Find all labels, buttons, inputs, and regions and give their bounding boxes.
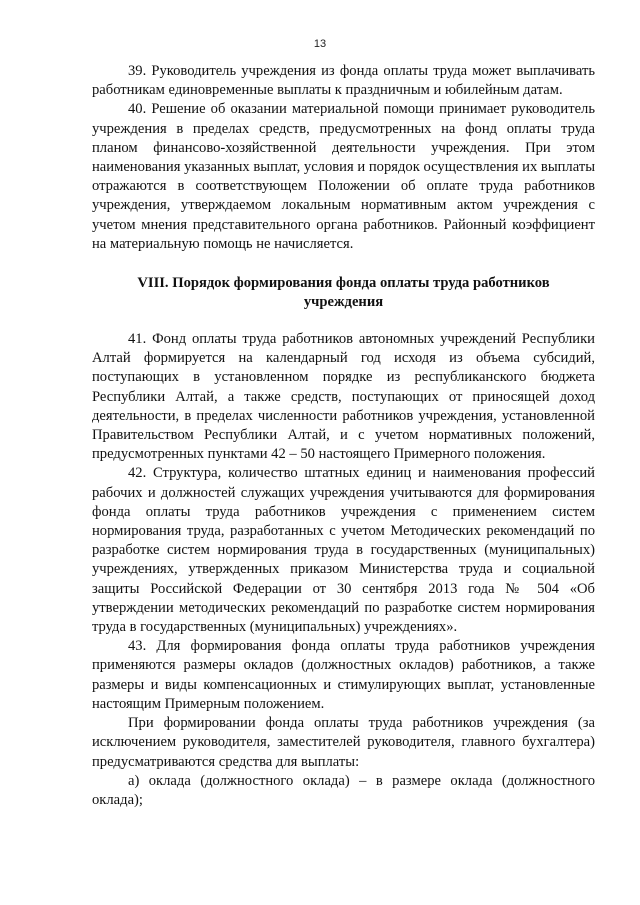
- section-heading-line-2: учреждения: [303, 294, 384, 311]
- list-item-a: а) оклада (должностного оклада) – в размере оклада (должностного оклада);: [92, 772, 595, 808]
- paragraph-39: 39. Руководитель учреждения из фонда оплаты труда может выплачивать работникам единовременные выплаты к праздничным и юбилейным датам.: [92, 63, 595, 99]
- section-heading-line-1: VIII. Порядок формирования фонда оплаты труда работников: [137, 275, 550, 292]
- section-heading: [92, 274, 595, 312]
- document-body: [92, 62, 595, 810]
- paragraph-43: 43. Для формирования фонда оплаты труда работников учреждения применяются размеры окладов (должностных окладов) работников, а также размеры и виды компенсационных и стимулирующих выплат, установленные настоящим Примерным положением.: [92, 638, 595, 712]
- paragraph-42: 42. Структура, количество штатных единиц и наименования профессий рабочих и должностей служащих учреждения учитываются для формирования фонда оплаты труда работников учреждения с применением систем нормирования труда, разработанных с учетом Методических рекомендаций по разработке систем нормирования труда в государственных (муниципальных) учреждениях, утвержденных приказом Министерства труда и социальной защиты Российской Федерации от 30 сентября 2013 года № 504 «Об утверждении методических рекомендаций по разработке систем нормирования труда в государственных (муниципальных) учреждениях».: [92, 465, 595, 636]
- paragraph-41: 41. Фонд оплаты труда работников автономных учреждений Республики Алтай формируется на календарный год исходя из объема субсидий, поступающих в установленном порядке из республиканского бюджета Республики Алтай, а также средств, поступающих от приносящей доход деятельности, в пределах численности работников учреждения, установленной Правительством Республики Алтай, и с учетом нормативных положений, предусмотренных пунктами 42 – 50 настоящего Примерного положения.: [92, 331, 595, 463]
- paragraph-40: 40. Решение об оказании материальной помощи принимает руководитель учреждения в пределах средств, предусмотренных на фонд оплаты труда планом финансово-хозяйственной деятельности учреждения. При этом наименования указанных выплат, условия и порядок осуществления их выплаты отражаются в соответствующем Положении об оплате труда работников учреждения, утверждаемом локальным нормативным актом учреждения с учетом мнения представительного органа работников. Районный коэффициент на материальную помощь не начисляется.: [92, 101, 595, 252]
- page-number: 13: [313, 38, 327, 50]
- paragraph-fund-formation: При формировании фонда оплаты труда работников учреждения (за исключением руководителя, заместителей руководителя, главного бухгалтера) предусматриваются средства для выплаты:: [92, 715, 595, 770]
